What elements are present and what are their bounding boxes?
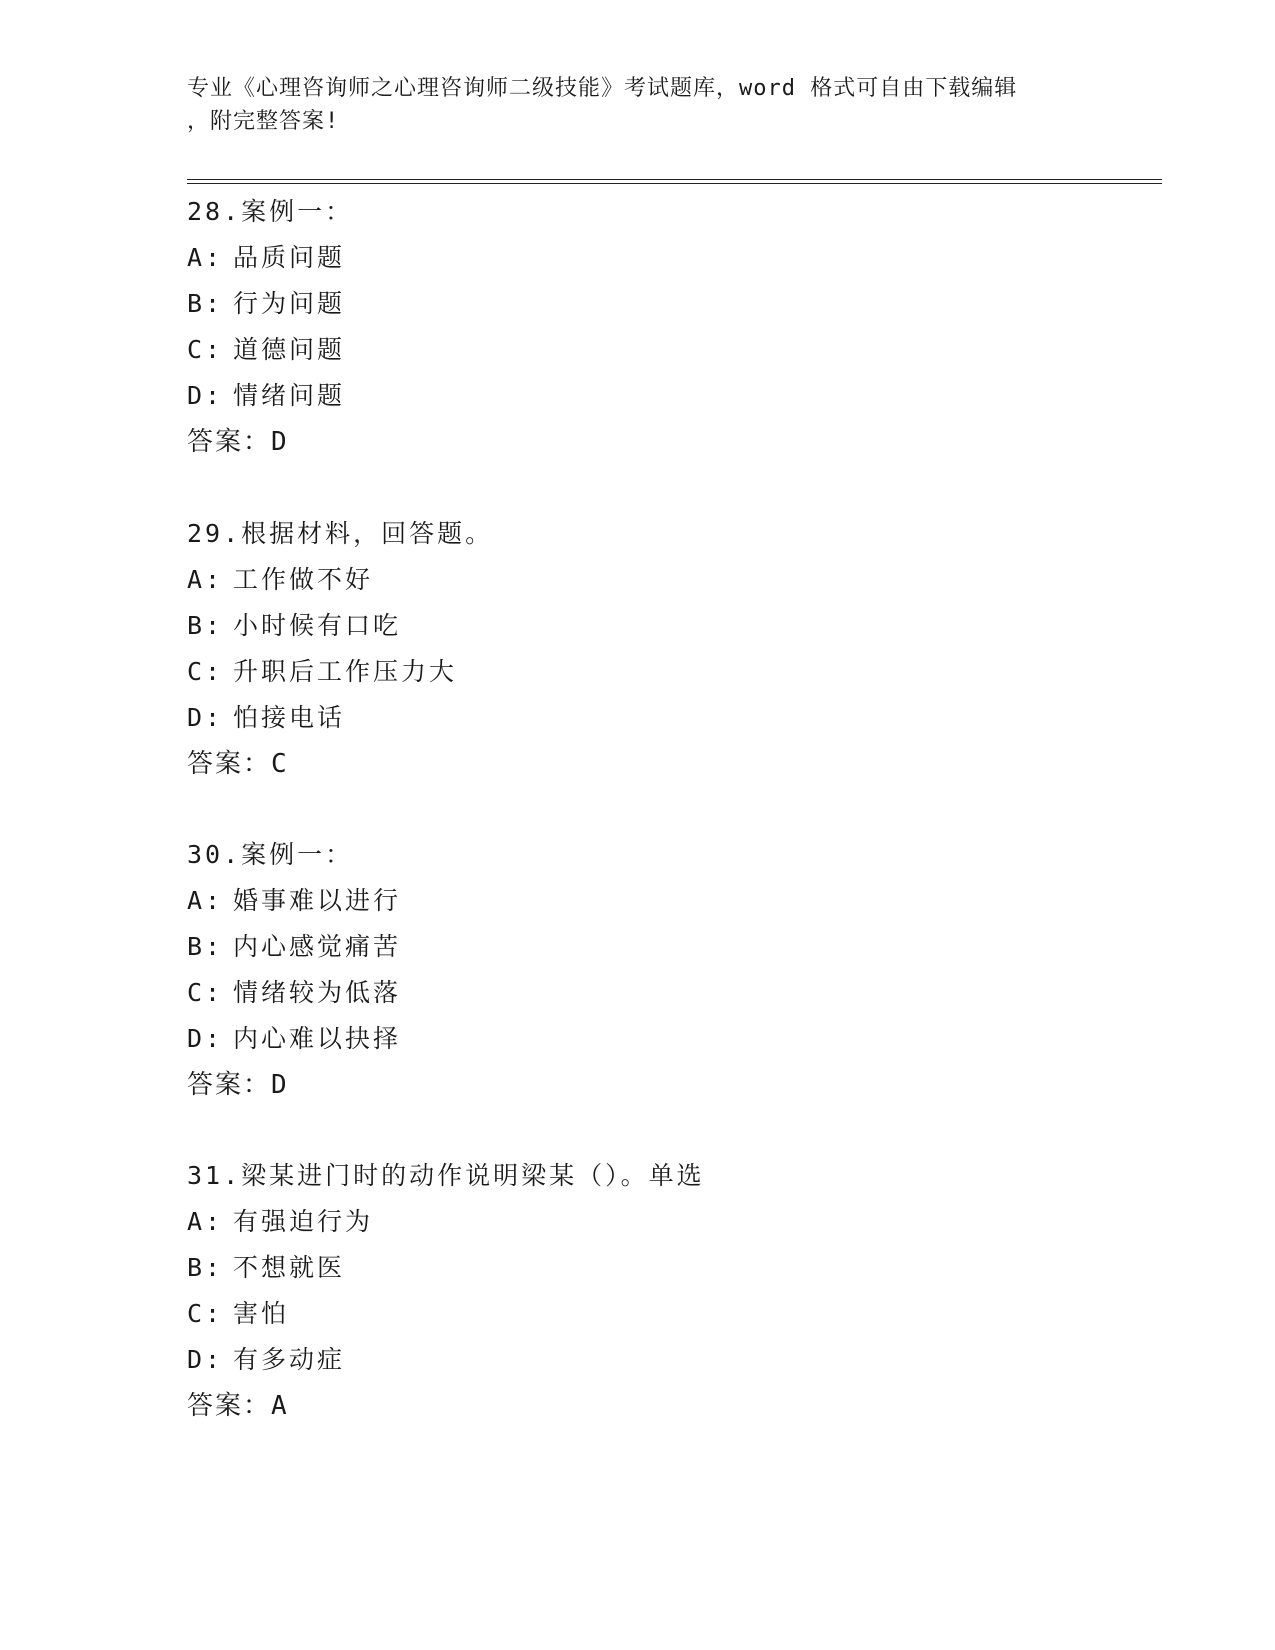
option-b — [187, 281, 1127, 327]
option-text: 不想就医 — [233, 1253, 346, 1282]
question-stem: 29.根据材料，回答题。 — [187, 519, 494, 548]
option-letter: C: — [187, 657, 224, 686]
option-text: 婚事难以进行 — [233, 886, 402, 915]
option-letter: B: — [187, 1253, 224, 1282]
option-text: 小时候有口吃 — [233, 611, 402, 640]
option-text: 道德问题 — [233, 335, 346, 364]
option-text: 有多动症 — [233, 1345, 346, 1374]
option-b — [187, 603, 1127, 649]
option-b — [187, 1245, 1127, 1291]
option-text: 工作做不好 — [233, 565, 374, 594]
option-letter: B: — [187, 611, 224, 640]
option-c — [187, 649, 1127, 695]
option-a — [187, 878, 1127, 924]
question-block — [187, 1153, 1127, 1429]
option-d — [187, 1016, 1127, 1062]
question-stem: 28.案例一： — [187, 197, 354, 226]
option-letter: B: — [187, 932, 224, 961]
option-text: 害怕 — [233, 1299, 290, 1328]
question-block — [187, 189, 1127, 465]
answer-line: 答案：D — [187, 427, 289, 457]
option-letter: C: — [187, 1299, 224, 1328]
option-letter: A: — [187, 243, 224, 272]
option-text: 品质问题 — [233, 243, 346, 272]
question-block — [187, 511, 1127, 787]
question-stem: 31.梁某进门时的动作说明梁某（）。单选 — [187, 1161, 705, 1190]
option-text: 情绪较为低落 — [233, 978, 402, 1007]
option-letter: C: — [187, 335, 224, 364]
option-letter: D: — [187, 1024, 224, 1053]
answer-line: 答案：C — [187, 749, 289, 779]
header-line-1: 专业《心理咨询师之心理咨询师二级技能》考试题库，word 格式可自由下载编辑 — [187, 76, 1018, 101]
option-text: 内心感觉痛苦 — [233, 932, 402, 961]
option-c — [187, 1291, 1127, 1337]
option-b — [187, 924, 1127, 970]
option-letter: A: — [187, 565, 224, 594]
answer-line: 答案：A — [187, 1391, 289, 1421]
option-letter: A: — [187, 886, 224, 915]
option-letter: D: — [187, 1345, 224, 1374]
option-letter: A: — [187, 1207, 224, 1236]
option-a — [187, 235, 1127, 281]
option-a — [187, 1199, 1127, 1245]
answer-line: 答案：D — [187, 1070, 289, 1100]
option-c — [187, 970, 1127, 1016]
option-a — [187, 557, 1127, 603]
option-text: 怕接电话 — [233, 703, 346, 732]
header-divider-bottom — [187, 183, 1162, 184]
option-text: 升职后工作压力大 — [233, 657, 458, 686]
option-letter: C: — [187, 978, 224, 1007]
option-c — [187, 327, 1127, 373]
header-line-2: ，附完整答案! — [187, 109, 340, 134]
option-letter: D: — [187, 703, 224, 732]
option-d — [187, 373, 1127, 419]
header-divider-top — [187, 179, 1162, 180]
option-letter: D: — [187, 381, 224, 410]
option-d — [187, 1337, 1127, 1383]
question-block — [187, 832, 1127, 1108]
option-text: 情绪问题 — [233, 381, 346, 410]
option-text: 行为问题 — [233, 289, 346, 318]
option-text: 内心难以抉择 — [233, 1024, 402, 1053]
option-text: 有强迫行为 — [233, 1207, 374, 1236]
document-header — [187, 72, 1067, 138]
question-stem: 30.案例一： — [187, 840, 354, 869]
option-d — [187, 695, 1127, 741]
option-letter: B: — [187, 289, 224, 318]
